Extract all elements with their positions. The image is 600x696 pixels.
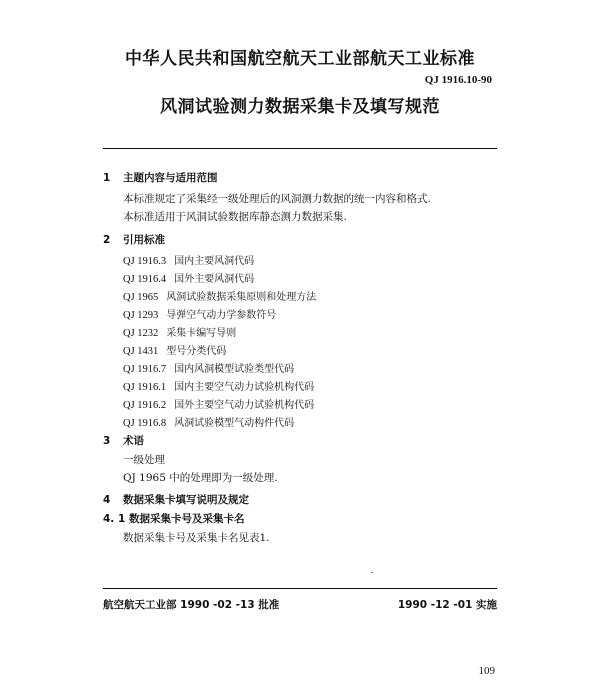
document-title: 风洞试验测力数据采集卡及填写规范: [160, 97, 440, 117]
reference-item: [123, 306, 276, 321]
reference-item: [123, 342, 226, 357]
reference-code: QJ 1916.7: [123, 364, 167, 375]
section-4-1-number: 4. 1: [103, 513, 126, 525]
section-3-title: 术语: [123, 435, 144, 447]
reference-title: 型号分类代码: [166, 346, 227, 357]
section-4-1-title: 数据采集卡号及采集卡名: [129, 513, 245, 525]
reference-title: 采集卡编写导则: [166, 328, 237, 339]
section-1-line-2: 本标准适用于风洞试验数据库静态测力数据采集.: [123, 211, 347, 223]
term-definition: QJ 1965 中的处理即为一级处理.: [123, 472, 278, 484]
section-4-heading: [103, 492, 249, 507]
reference-code: QJ 1916.3: [123, 256, 167, 267]
reference-code: QJ 1293: [123, 310, 159, 321]
reference-code: QJ 1916.8: [123, 418, 167, 429]
section-4-title: 数据采集卡填写说明及规定: [123, 494, 249, 506]
reference-title: 风洞试验模型气动构件代码: [174, 418, 295, 429]
section-1-line-1: 本标准规定了采集经一级处理后的风洞测力数据的统一内容和格式.: [123, 193, 431, 205]
section-2-number: 2: [103, 234, 111, 246]
approval-date: 航空航天工业部 1990 -02 -13 批准: [103, 599, 280, 611]
reference-title: 国外主要空气动力试验机构代码: [174, 400, 315, 411]
section-1-number: 1: [103, 172, 111, 184]
section-4-1-heading: [103, 511, 245, 526]
section-1-heading: [103, 170, 218, 185]
reference-title: 国内风洞模型试验类型代码: [174, 364, 295, 375]
reference-code: QJ 1232: [123, 328, 159, 339]
page-number: 109: [478, 665, 495, 677]
reference-item: [123, 324, 236, 339]
section-4-1-line: 数据采集卡号及采集卡名见表1.: [123, 532, 270, 544]
term-name: 一级处理: [123, 454, 165, 466]
section-1-title: 主题内容与适用范围: [123, 172, 218, 184]
reference-item: [123, 414, 294, 429]
reference-item: [123, 378, 314, 393]
reference-code: QJ 1965: [123, 292, 159, 303]
reference-item: [123, 270, 254, 285]
section-3-number: 3: [103, 435, 111, 447]
reference-item: [123, 252, 254, 267]
reference-item: [123, 396, 314, 411]
reference-code: QJ 1916.1: [123, 382, 167, 393]
reference-code: QJ 1916.4: [123, 274, 167, 285]
reference-title: 国内主要风洞代码: [174, 256, 255, 267]
section-2-title: 引用标准: [123, 234, 165, 246]
reference-title: 国外主要风洞代码: [174, 274, 255, 285]
reference-title: 风洞试验数据采集原则和处理方法: [166, 292, 317, 303]
standard-number: QJ 1916.10-90: [424, 74, 492, 86]
footer-divider: [103, 588, 497, 589]
scan-speck: [371, 572, 373, 573]
organization-title: 中华人民共和国航空航天工业部航天工业标准: [125, 49, 475, 69]
reference-item: [123, 288, 316, 303]
section-4-number: 4: [103, 494, 111, 506]
section-2-heading: [103, 232, 165, 247]
reference-item: [123, 360, 294, 375]
section-3-heading: [103, 433, 144, 448]
reference-title: 国内主要空气动力试验机构代码: [174, 382, 315, 393]
header-divider: [103, 148, 497, 149]
reference-title: 导弹空气动力学参数符号: [166, 310, 277, 321]
reference-code: QJ 1916.2: [123, 400, 167, 411]
reference-code: QJ 1431: [123, 346, 159, 357]
implementation-date: 1990 -12 -01 实施: [397, 599, 497, 611]
